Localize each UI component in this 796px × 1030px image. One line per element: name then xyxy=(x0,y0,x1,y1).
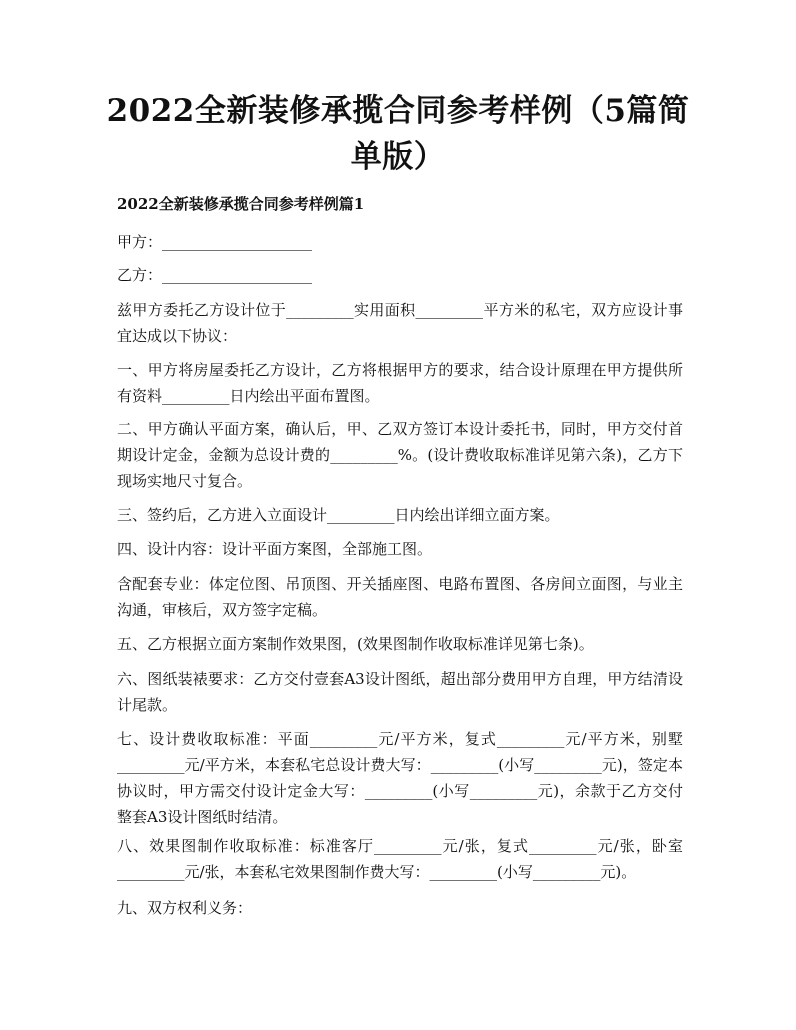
clause-9-paragraph: 九、双方权利义务： xyxy=(117,899,253,917)
clause-8-paragraph: 八、效果图制作收取标准：标准客厅_________元/张，复式_________元/张，卧室_________元/张，本套私宅效果图制作费大写：_________(小写_________元)。 xyxy=(117,837,683,881)
clause-5-paragraph: 五、乙方根据立面方案制作效果图，(效果图制作收取标准详见第七条)。 xyxy=(117,635,594,653)
clause-4-detail-paragraph: 含配套专业：体定位图、吊顶图、开关插座图、电路布置图、各房间立面图，与业主沟通，审核后，双方签字定稿。 xyxy=(117,575,683,619)
document-title: 2022全新装修承揽合同参考样例（5篇简单版） xyxy=(106,93,690,175)
clause-7-paragraph: 七、设计费收取标准：平面_________元/平方米，复式_________元/平方米，别墅_________元/平方米，本套私宅总设计费大写：_________(小写_________元)，签定本协议时，甲方需交付设计定金大写：_________(小写_________元)，余款于乙方交付整套A3设计图纸时结清。 xyxy=(117,730,683,826)
party-b-line: 乙方：____________________ xyxy=(117,266,313,284)
clause-1-paragraph: 一、甲方将房屋委托乙方设计，乙方将根据甲方的要求，结合设计原理在甲方提供所有资料_________日内绘出平面布置图。 xyxy=(117,361,683,405)
clause-6-paragraph: 六、图纸装裱要求：乙方交付壹套A3设计图纸，超出部分费用甲方自理，甲方结清设计尾款。 xyxy=(117,670,683,714)
clause-2-paragraph: 二、甲方确认平面方案，确认后，甲、乙双方签订本设计委托书，同时，甲方交付首期设计定金，金额为总设计费的_________%。(设计费收取标准详见第六条)，乙方下现场实地尺寸复合。 xyxy=(117,420,683,490)
clause-3-paragraph: 三、签约后，乙方进入立面设计_________日内绘出详细立面方案。 xyxy=(117,506,560,524)
preamble-paragraph: 兹甲方委托乙方设计位于_________实用面积_________平方米的私宅，双方应设计事宜达成以下协议： xyxy=(117,301,683,345)
clause-4-paragraph: 四、设计内容：设计平面方案图，全部施工图。 xyxy=(117,540,433,558)
section-heading: 2022全新装修承揽合同参考样例篇1 xyxy=(117,195,365,213)
party-a-line: 甲方：____________________ xyxy=(117,233,313,251)
